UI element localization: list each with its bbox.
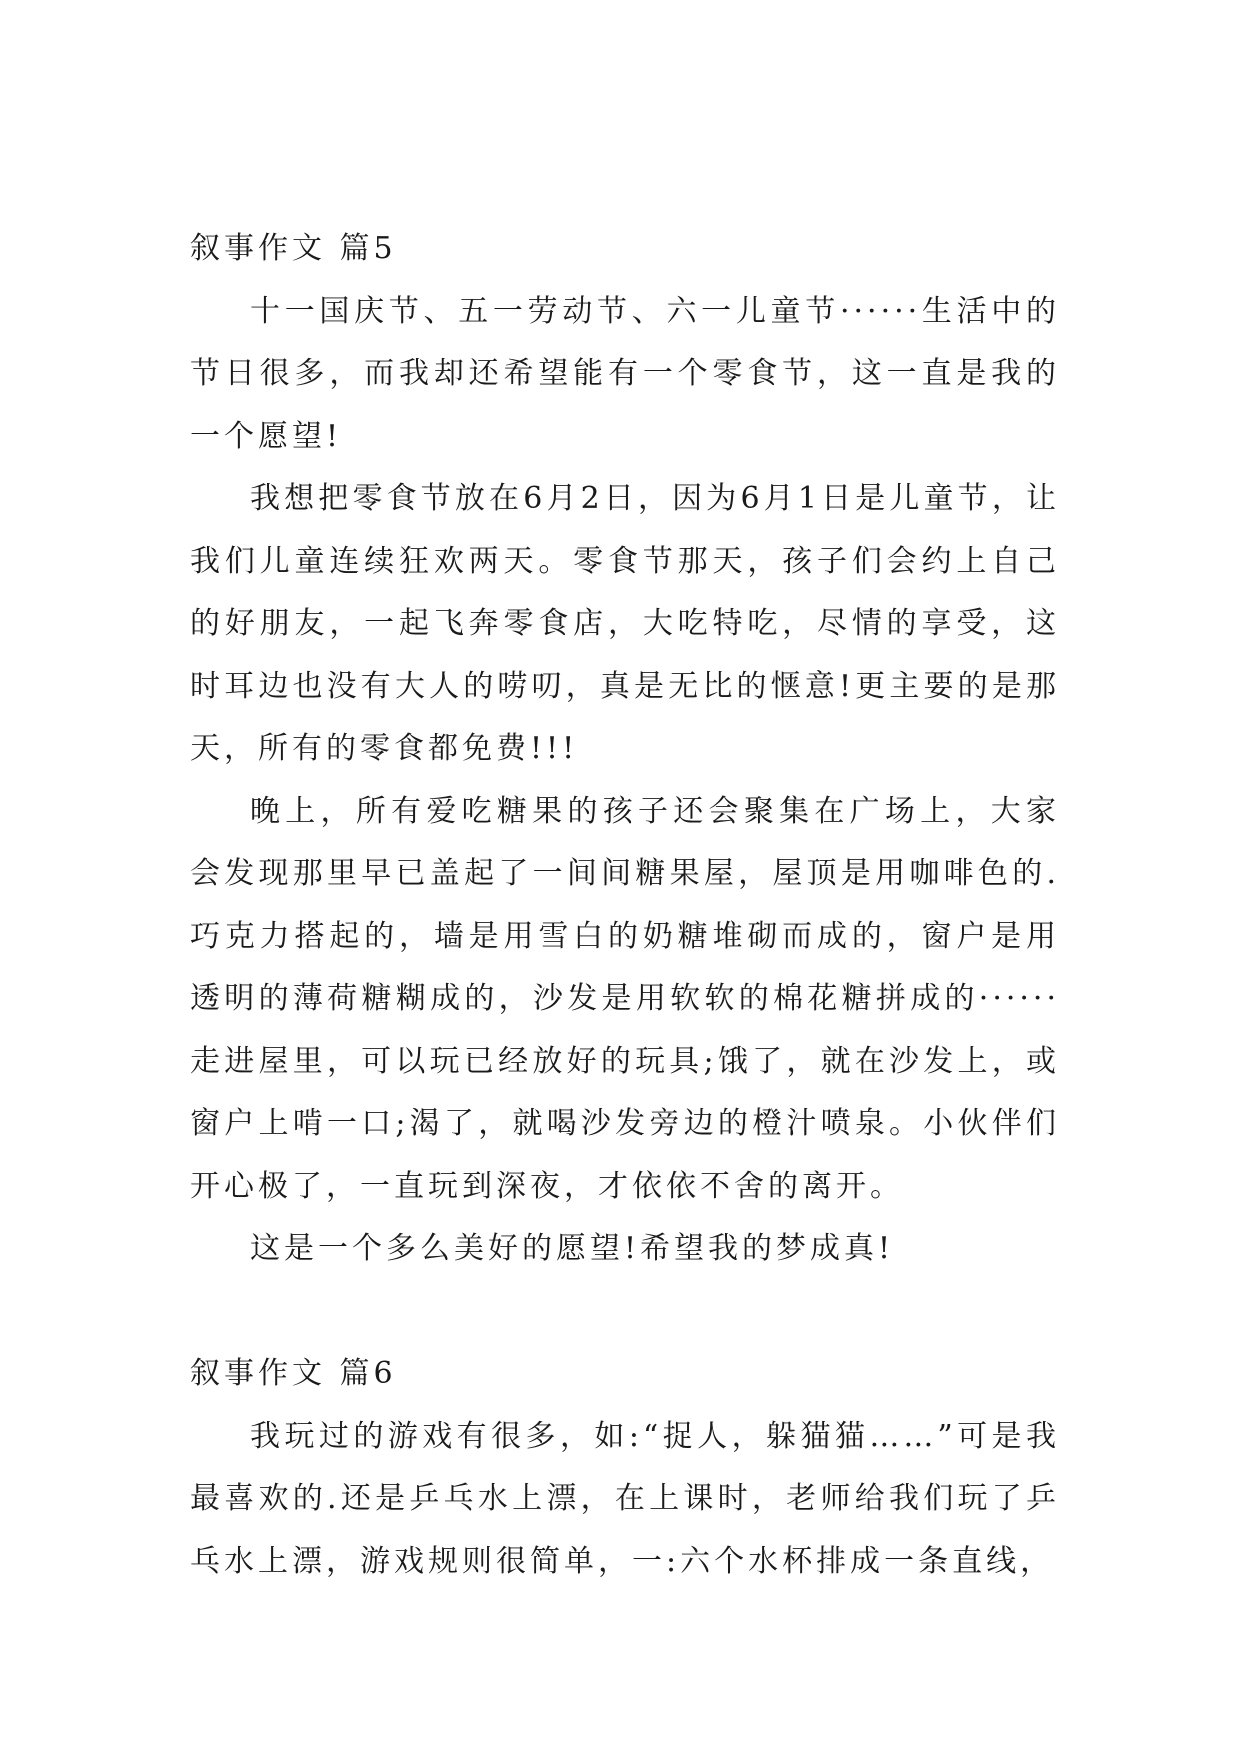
essay-section-5 [190,218,1060,1281]
section-heading: 叙事作文 篇6 [190,1356,397,1391]
paragraph: 我想把零食节放在6月2日，因为6月1日是儿童节，让我们儿童连续狂欢两天。零食节那天，孩子们会约上自己的好朋友，一起飞奔零食店，大吃特吃，尽情的享受，这时耳边也没有大人的唠叨，真是无比的惬意!更主要的是那天，所有的零食都免费!!! [190,481,1060,766]
paragraph: 晚上，所有爱吃糖果的孩子还会聚集在广场上，大家会发现那里早已盖起了一间间糖果屋，屋顶是用咖啡色的.巧克力搭起的，墙是用雪白的奶糖堆砌而成的，窗户是用透明的薄荷糖糊成的，沙发是用软软的棉花糖拼成的······走进屋里，可以玩已经放好的玩具;饿了，就在沙发上，或窗户上啃一口;渴了，就喝沙发旁边的橙汁喷泉。小伙伴们开心极了，一直玩到深夜，才依依不舍的离开。 [190,793,1060,1204]
paragraph: 十一国庆节、五一劳动节、六一儿童节······生活中的节日很多，而我却还希望能有一个零食节，这一直是我的一个愿望! [190,293,1060,454]
section-spacer [190,1281,1060,1344]
document-body [190,218,1060,1593]
paragraph: 这是一个多么美好的愿望!希望我的梦成真! [250,1231,895,1266]
essay-section-6 [190,1343,1060,1593]
paragraph: 我玩过的游戏有很多，如:“捉人，躲猫猫……”可是我最喜欢的.还是乒乓水上漂，在上课时，老师给我们玩了乒乓水上漂，游戏规则很简单，一:六个水杯排成一条直线， [190,1418,1060,1579]
section-heading: 叙事作文 篇5 [190,231,397,266]
